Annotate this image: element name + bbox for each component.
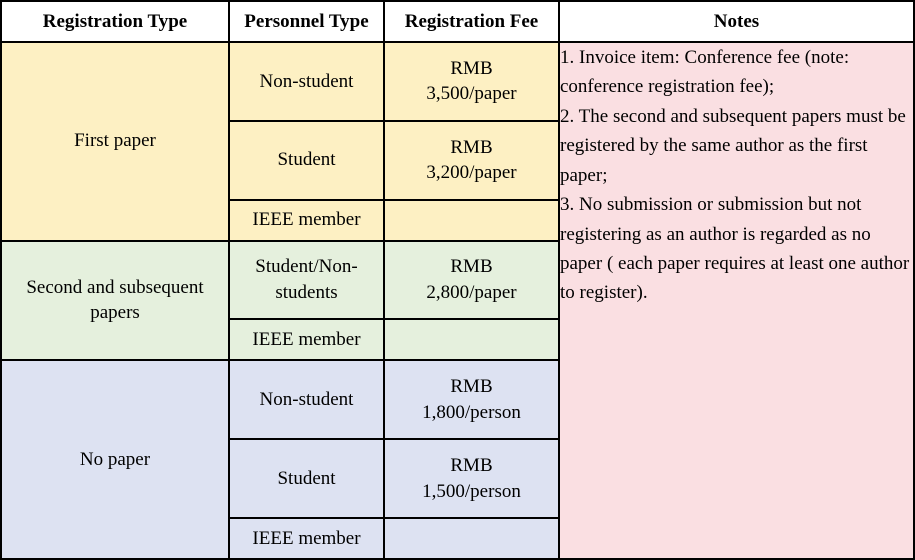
fee-amount: 1,500/person <box>422 480 521 502</box>
fee-amount: 3,200/paper <box>426 162 517 184</box>
personnel-type-student-non-students: Student/Non-students <box>229 241 384 320</box>
fee-amount: 1,800/person <box>422 401 521 423</box>
fee-no-paper-non-student <box>384 360 559 439</box>
fee-currency: RMB <box>450 454 493 476</box>
note-item-2: 2. The second and subsequent papers must be registered by the same author as the first paper; <box>560 105 906 186</box>
note-item-1: 1. Invoice item: Conference fee (note: conference registration fee); <box>560 46 850 98</box>
personnel-type-ieee-member: IEEE member <box>229 518 384 559</box>
column-header-notes: Notes <box>559 1 914 42</box>
note-item-3: 3. No submission or submission but not registering as an author is regarded as no paper ( each paper requires at least one author to register). <box>560 194 910 304</box>
personnel-type-non-student: Non-student <box>229 42 384 121</box>
personnel-type-non-student: Non-student <box>229 360 384 439</box>
fee-currency: RMB <box>450 256 493 278</box>
fee-currency: RMB <box>450 57 493 79</box>
fee-no-paper-student <box>384 439 559 518</box>
registration-type-second-subsequent: Second and subsequent papers <box>1 241 229 361</box>
fee-first-paper-ieee-member <box>384 200 559 241</box>
column-header-registration-fee: Registration Fee <box>384 1 559 42</box>
fee-second-paper-ieee-member <box>384 319 559 360</box>
notes-cell <box>559 42 914 559</box>
personnel-type-student: Student <box>229 121 384 200</box>
fee-first-paper-non-student <box>384 42 559 121</box>
personnel-type-student: Student <box>229 439 384 518</box>
personnel-type-ieee-member: IEEE member <box>229 200 384 241</box>
fee-currency: RMB <box>450 136 493 158</box>
column-header-registration-type: Registration Type <box>1 1 229 42</box>
table-row <box>1 42 914 121</box>
registration-type-first-paper: First paper <box>1 42 229 241</box>
fee-amount: 3,500/paper <box>426 83 517 105</box>
fee-second-paper-student-non-student <box>384 241 559 320</box>
table-header-row <box>1 1 914 42</box>
fee-no-paper-ieee-member <box>384 518 559 559</box>
fee-first-paper-student <box>384 121 559 200</box>
personnel-type-ieee-member: IEEE member <box>229 319 384 360</box>
column-header-personnel-type: Personnel Type <box>229 1 384 42</box>
registration-type-no-paper: No paper <box>1 360 229 559</box>
fee-currency: RMB <box>450 376 493 398</box>
fee-amount: 2,800/paper <box>426 281 517 303</box>
